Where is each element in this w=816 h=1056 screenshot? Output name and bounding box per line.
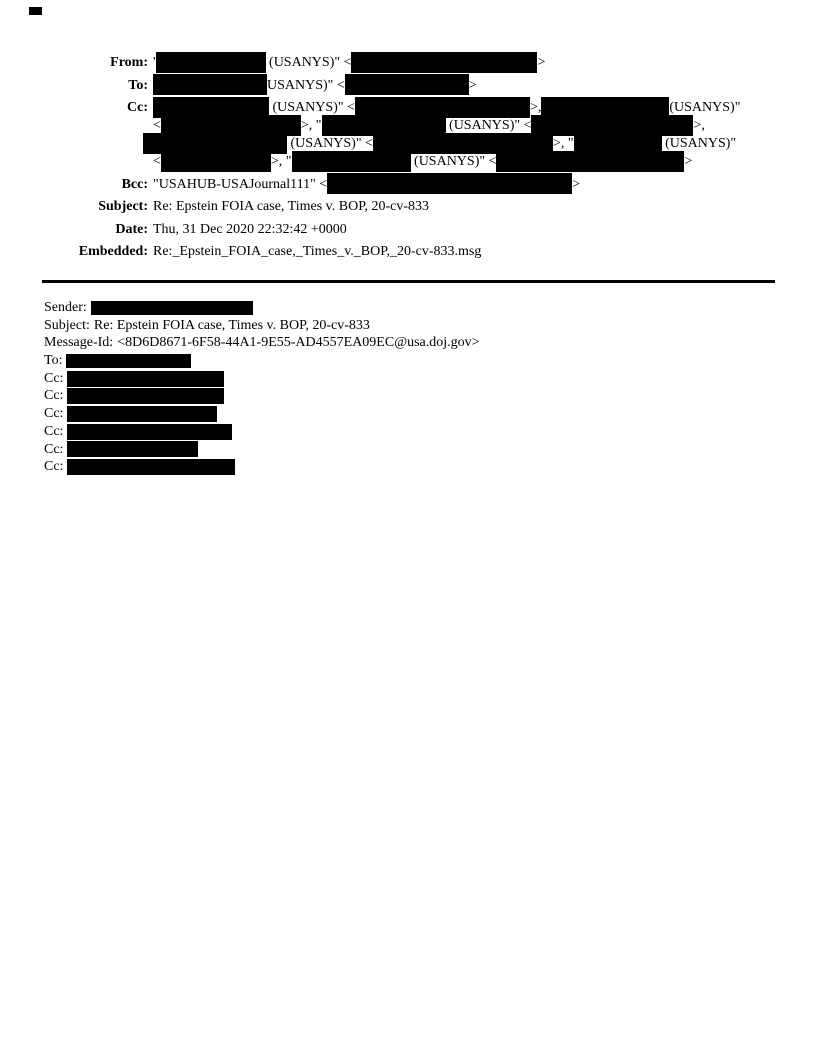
field-label: To: — [128, 77, 148, 93]
header-row-bcc — [0, 176, 816, 194]
field-label: Date: — [115, 221, 148, 237]
redaction-bar — [67, 371, 224, 387]
field-text: < — [153, 154, 161, 169]
redaction-bar — [66, 354, 191, 368]
field-text: (USANYS)" < — [287, 136, 373, 151]
redaction-bar — [67, 388, 224, 404]
field-text: USANYS)" < — [267, 77, 345, 93]
corner-redaction-mark — [29, 7, 42, 15]
field-text: (USANYS)" < — [265, 55, 352, 70]
meta-row-cc — [44, 370, 796, 388]
header-row-to — [0, 77, 816, 95]
field-text: > — [684, 154, 693, 169]
field-value — [153, 176, 816, 194]
redaction-bar — [496, 151, 684, 172]
field-value — [153, 198, 816, 216]
section-divider — [42, 280, 775, 283]
field-label — [0, 153, 153, 171]
redaction-bar — [351, 52, 537, 73]
field-text: (USANYS)" — [661, 136, 737, 151]
field-text: (USANYS)" — [669, 100, 741, 115]
field-text: >, — [529, 100, 542, 115]
header-row-date — [0, 221, 816, 239]
email-header-block — [0, 54, 816, 261]
meta-row-message-id — [44, 334, 796, 352]
field-text: Re: Epstein FOIA case, Times v. BOP, 20-cv-833 — [93, 317, 370, 333]
meta-row-subject — [44, 317, 796, 335]
redaction-bar — [161, 151, 271, 172]
redaction-bar — [292, 151, 411, 172]
field-text: "USAHUB-USAJournal111" < — [153, 176, 328, 192]
field-text: (USANYS)" < — [410, 154, 497, 169]
redaction-bar — [67, 424, 232, 440]
redaction-bar — [153, 74, 267, 95]
redaction-bar — [327, 173, 572, 194]
meta-row-cc — [44, 441, 796, 459]
field-text: > — [537, 55, 546, 70]
meta-row-to — [44, 352, 796, 370]
field-text: <8D6D8671-6F58-44A1-9E55-AD4557EA09EC@usa.doj.gov> — [117, 335, 480, 351]
field-value — [153, 243, 816, 261]
field-label: Subject: — [98, 199, 148, 214]
meta-row-cc — [44, 387, 796, 405]
field-label: Cc: — [44, 388, 64, 404]
field-label: Cc: — [44, 441, 64, 457]
field-label: Cc: — [44, 459, 64, 475]
field-value — [153, 54, 816, 72]
field-label: Message-Id: — [44, 335, 114, 351]
field-label: Subject: — [44, 317, 90, 333]
field-value — [153, 221, 816, 239]
meta-row-cc — [44, 405, 796, 423]
field-text: >, " — [300, 118, 322, 133]
header-row-subject — [0, 198, 816, 216]
field-label: Cc: — [44, 406, 64, 422]
redaction-bar — [67, 406, 217, 422]
header-row-cc-continuation — [0, 153, 816, 171]
field-value — [153, 77, 816, 95]
field-text: Re:_Epstein_FOIA_case,_Times_v._BOP,_20-cv-833.msg — [153, 244, 482, 259]
field-text: < — [153, 118, 161, 133]
field-text: >, — [693, 118, 705, 133]
meta-row-cc — [44, 458, 796, 476]
field-text: Re: Epstein FOIA case, Times v. BOP, 20-cv-833 — [153, 199, 429, 214]
field-label: To: — [44, 353, 63, 369]
field-label: Cc: — [127, 100, 148, 115]
header-row-from — [0, 54, 816, 72]
redaction-bar — [156, 52, 266, 73]
field-text: (USANYS)" < — [269, 100, 355, 115]
field-label: Embedded: — [78, 244, 148, 259]
field-label — [0, 135, 153, 153]
field-text: > — [468, 77, 477, 93]
field-text: ' — [153, 55, 156, 70]
field-label: Bcc: — [121, 176, 148, 192]
redaction-bar — [67, 459, 235, 475]
meta-row-cc — [44, 423, 796, 441]
redaction-bar — [67, 441, 198, 457]
field-value — [153, 153, 816, 171]
field-text: > — [572, 176, 581, 192]
field-text: >, " — [270, 154, 292, 169]
email-meta-block — [44, 299, 796, 476]
meta-row-sender — [44, 299, 796, 317]
field-label: Cc: — [44, 370, 64, 386]
redaction-bar — [345, 74, 469, 95]
field-text: >, " — [552, 136, 574, 151]
redaction-bar — [91, 301, 253, 315]
field-label: Cc: — [44, 423, 64, 439]
field-label: Sender: — [44, 300, 87, 315]
field-text: Thu, 31 Dec 2020 22:32:42 +0000 — [153, 221, 347, 237]
field-label: From: — [110, 55, 148, 70]
field-label — [0, 117, 153, 135]
field-text: (USANYS)" < — [445, 118, 532, 133]
header-row-embedded — [0, 243, 816, 261]
